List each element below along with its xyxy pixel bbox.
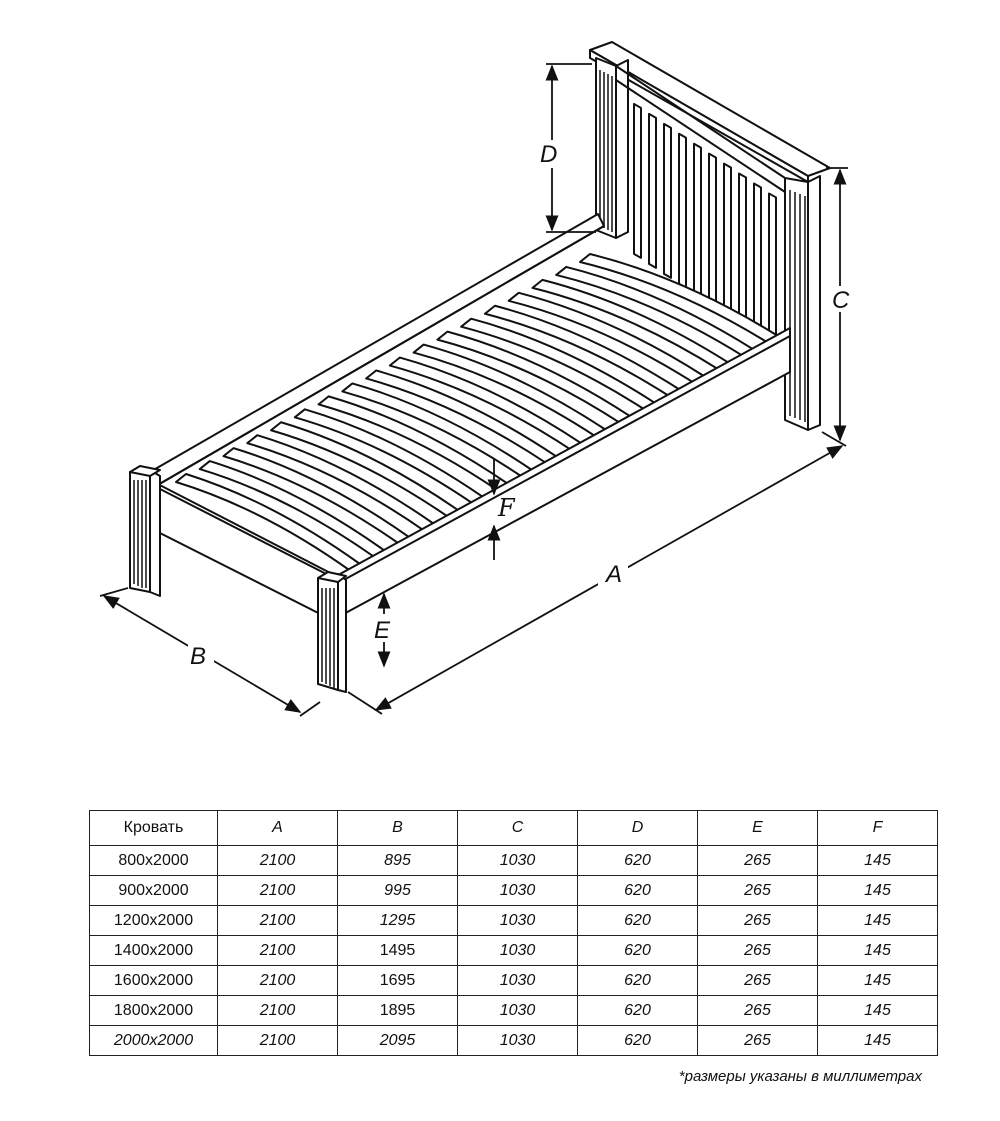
table-header-row — [90, 811, 938, 846]
table-body — [90, 846, 938, 1056]
table-cell: 145 — [818, 966, 938, 996]
table-cell: 1030 — [458, 1026, 578, 1056]
table-cell: 265 — [698, 906, 818, 936]
table-cell: 620 — [578, 1026, 698, 1056]
table-cell: 620 — [578, 876, 698, 906]
table-cell: 2100 — [218, 846, 338, 876]
table-cell: 1030 — [458, 936, 578, 966]
table-cell: 1295 — [338, 906, 458, 936]
table-cell: 895 — [338, 846, 458, 876]
table-header-d: D — [578, 811, 698, 846]
table-row — [90, 1026, 938, 1056]
dim-label-F: F — [498, 494, 515, 522]
headboard-bar — [634, 104, 641, 258]
table-cell: 1495 — [338, 936, 458, 966]
table-header-bed: Кровать — [90, 811, 218, 846]
table-cell: 2100 — [218, 936, 338, 966]
table-row — [90, 906, 938, 936]
table-cell: 2100 — [218, 996, 338, 1026]
table-header-e: E — [698, 811, 818, 846]
headboard-bar — [709, 154, 716, 308]
table-header-b: B — [338, 811, 458, 846]
headboard-bar — [694, 144, 701, 298]
table-cell: 1030 — [458, 966, 578, 996]
headboard-bar — [739, 174, 746, 328]
table-cell: 145 — [818, 846, 938, 876]
table-cell: 265 — [698, 936, 818, 966]
table-cell-bed-size: 1400x2000 — [90, 936, 218, 966]
dimensions-table — [89, 810, 938, 1056]
table-cell-bed-size: 900x2000 — [90, 876, 218, 906]
table-cell: 1030 — [458, 846, 578, 876]
headboard-bar — [664, 124, 671, 278]
table-cell: 1030 — [458, 876, 578, 906]
table-cell: 2100 — [218, 1026, 338, 1056]
headboard-bar — [649, 114, 656, 268]
table-cell: 1030 — [458, 906, 578, 936]
table-row — [90, 936, 938, 966]
table-row — [90, 966, 938, 996]
table-header-a: A — [218, 811, 338, 846]
table-cell: 620 — [578, 906, 698, 936]
table-cell: 145 — [818, 936, 938, 966]
dim-label-E: E — [374, 617, 391, 644]
table-cell: 620 — [578, 936, 698, 966]
table-cell: 2100 — [218, 966, 338, 996]
table-cell: 2100 — [218, 876, 338, 906]
table-cell: 1030 — [458, 996, 578, 1026]
footnote: *размеры указаны в миллиметрах — [678, 1068, 922, 1085]
table-cell: 1895 — [338, 996, 458, 1026]
table-cell: 265 — [698, 996, 818, 1026]
table-cell: 2100 — [218, 906, 338, 936]
table-cell: 620 — [578, 996, 698, 1026]
table-cell-bed-size: 2000x2000 — [90, 1026, 218, 1056]
headboard-bar — [679, 134, 686, 288]
table-cell: 145 — [818, 996, 938, 1026]
dim-label-B: B — [190, 643, 207, 670]
table-cell-bed-size: 1800x2000 — [90, 996, 218, 1026]
table-cell-bed-size: 1600x2000 — [90, 966, 218, 996]
table-cell: 265 — [698, 846, 818, 876]
table-cell: 2095 — [338, 1026, 458, 1056]
table-cell: 145 — [818, 876, 938, 906]
table-cell: 265 — [698, 1026, 818, 1056]
table-cell: 1695 — [338, 966, 458, 996]
headboard-bar — [724, 164, 731, 318]
table-cell: 620 — [578, 966, 698, 996]
dim-label-A: A — [606, 561, 623, 588]
headboard-bar — [769, 193, 776, 347]
headboard-bar — [754, 183, 761, 337]
table-cell: 265 — [698, 966, 818, 996]
table-cell: 145 — [818, 906, 938, 936]
table-header-f: F — [818, 811, 938, 846]
table-cell: 995 — [338, 876, 458, 906]
table-cell: 265 — [698, 876, 818, 906]
table-cell-bed-size: 1200x2000 — [90, 906, 218, 936]
table-cell: 145 — [818, 1026, 938, 1056]
dim-label-D: D — [540, 141, 558, 168]
table-row — [90, 846, 938, 876]
table-cell: 620 — [578, 846, 698, 876]
table-row — [90, 876, 938, 906]
dim-label-C: C — [832, 287, 850, 314]
bed-illustration — [130, 42, 830, 692]
table-cell-bed-size: 800x2000 — [90, 846, 218, 876]
table-row — [90, 996, 938, 1026]
table-header-c: C — [458, 811, 578, 846]
